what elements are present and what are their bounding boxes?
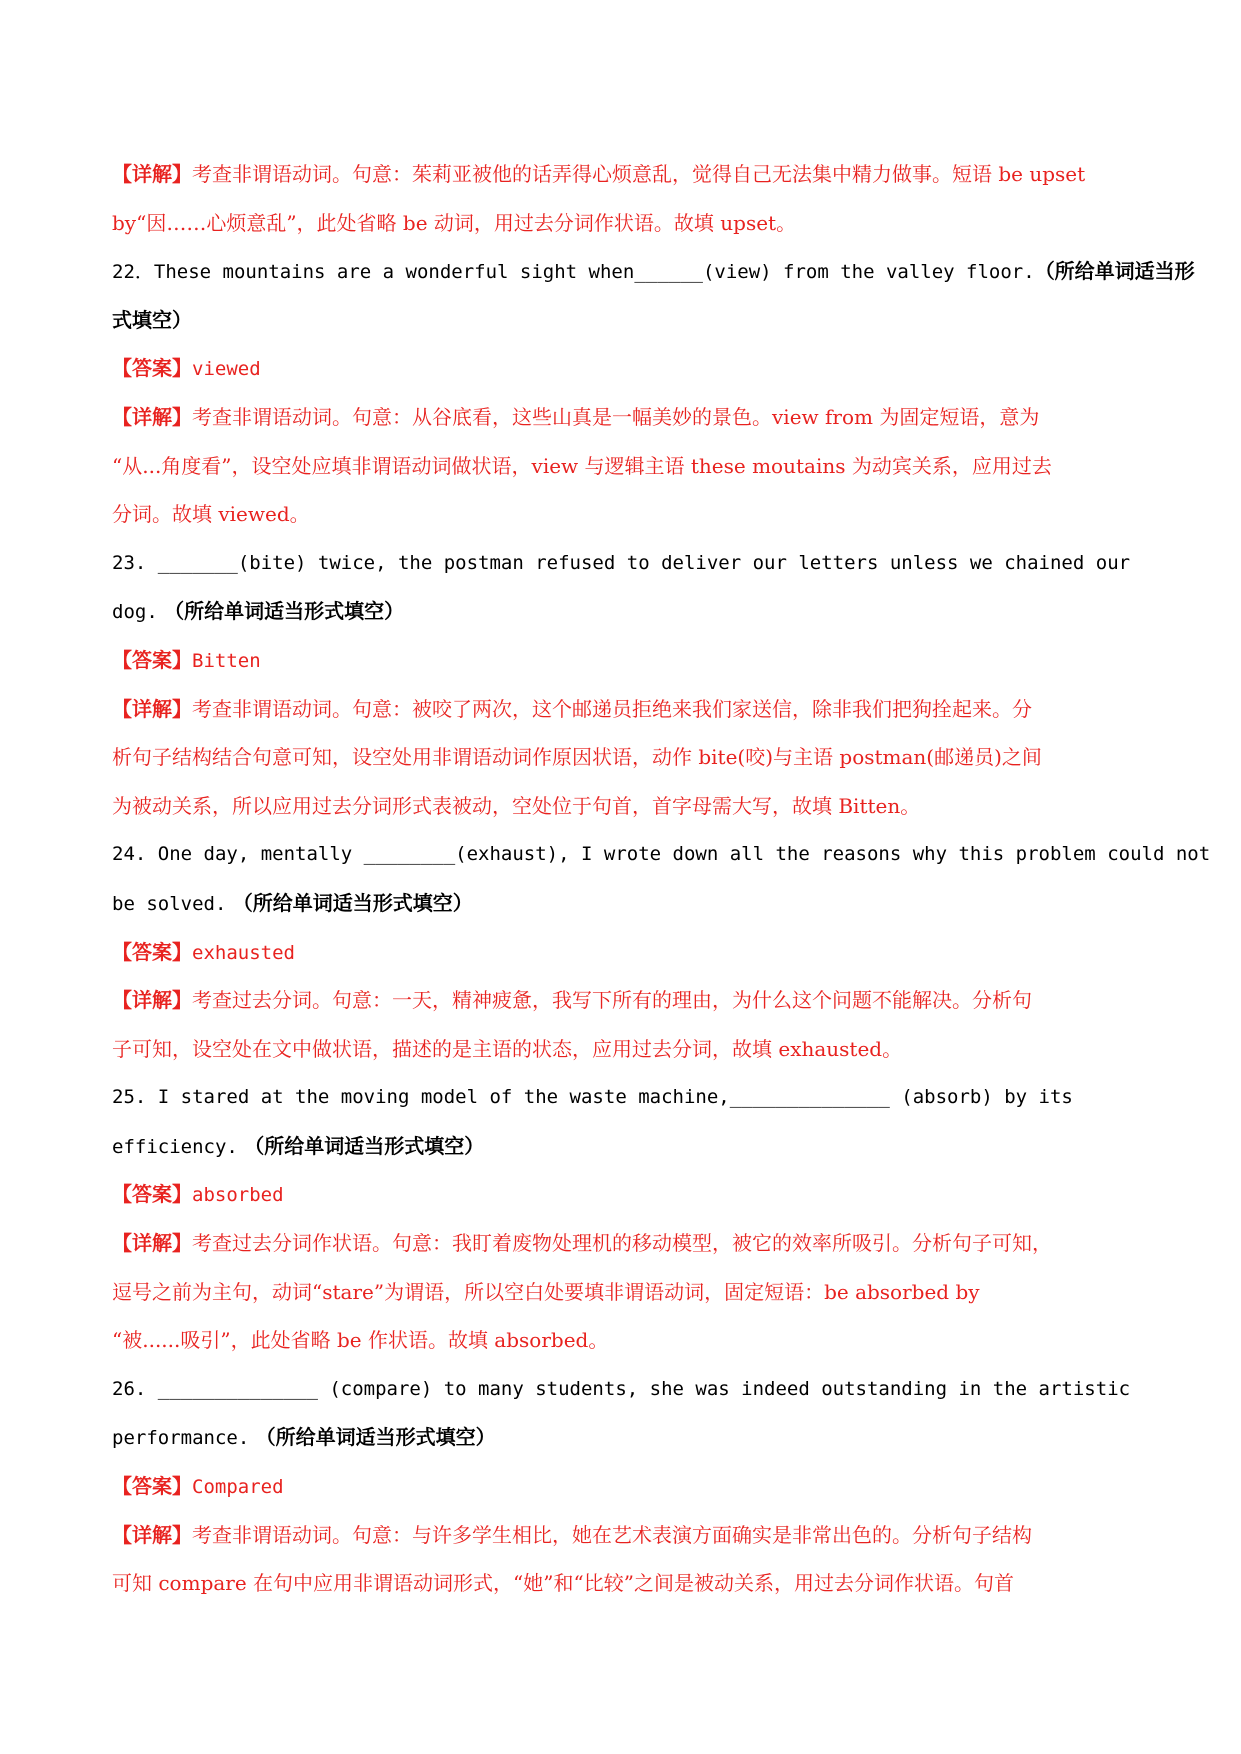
q25-detail-line-2: 逗号之前为主句，动词“stare”为谓语，所以空白处要填非谓语动词，固定短语：be absorbed by: [112, 1279, 980, 1304]
answer-label: 【答案】: [112, 647, 192, 672]
q21-detail-line-1: 【详解】考查非谓语动词。句意：茱莉亚被他的话弄得心烦意乱，觉得自己无法集中精力做事。短语 be upset: [112, 162, 1086, 186]
q24-question-line-1: 24. One day, mentally ________(exhaust), I wrote down all the reasons why this problem could not: [112, 843, 1211, 866]
q23-question-line-1: 23. _______(bite) twice, the postman refused to deliver our letters unless we chained our: [112, 551, 1131, 574]
q24-detail-line-2: 子可知，设空处在文中做状语，描述的是主语的状态，应用过去分词，故填 exhausted。: [112, 1036, 903, 1061]
q22-detail-line-2: “从...角度看”，设空处应填非谓语动词做状语，view 与逻辑主语 these moutains 为动宾关系，应用过去: [112, 453, 1052, 478]
q24-answer: [112, 928, 1172, 977]
q22-answer: [112, 344, 1172, 393]
detail-label: 【详解】: [112, 1231, 192, 1256]
detail-label: 【详解】: [112, 696, 192, 721]
detail-label: 【详解】: [112, 404, 192, 429]
detail-label: 【详解】: [112, 1522, 192, 1547]
q23-answer: [112, 636, 1172, 685]
document-content: [112, 150, 1211, 1608]
q23-detail-line-2: 析句子结构结合句意可知，设空处用非谓语动词作原因状语，动作 bite(咬)与主语 postman(邮递员)之间: [112, 745, 1042, 770]
q25-question-line-1: 25. I stared at the moving model of the waste machine,______________ (absorb) by its: [112, 1086, 1073, 1109]
q25-question-line-2: efficiency. （所给单词适当形式填空）: [112, 1133, 485, 1158]
answer-label: 【答案】: [112, 939, 192, 964]
q26-detail-line-1: 【详解】考查非谓语动词。句意：与许多学生相比，她在艺术表演方面确实是非常出色的。分析句子结构: [112, 1522, 1032, 1547]
detail-label: 【详解】: [112, 162, 192, 186]
q24-detail-line-1: 【详解】考查过去分词。句意：一天，精神疲惫，我写下所有的理由，为什么这个问题不能解决。分析句: [112, 988, 1032, 1013]
q26-question-line-1: 26. ______________ (compare) to many students, she was indeed outstanding in the artistic: [112, 1377, 1131, 1400]
answer-label: 【答案】: [112, 1182, 192, 1207]
detail-label: 【详解】: [112, 988, 192, 1013]
q23-question-line-2: dog. （所给单词适当形式填空）: [112, 599, 405, 624]
q25-answer: [112, 1170, 1172, 1219]
q26-answer: [112, 1462, 1172, 1511]
q22-detail-line-1: 【详解】考查非谓语动词。句意：从谷底看，这些山真是一幅美妙的景色。view from 为固定短语，意为: [112, 404, 1040, 429]
q25-detail-line-3: “被......吸引”，此处省略 be 作状语。故填 absorbed。: [112, 1328, 609, 1353]
q26-question-line-2: performance. （所给单词适当形式填空）: [112, 1425, 496, 1450]
answer-label: 【答案】: [112, 356, 192, 381]
q22-question-line-2: 式填空）: [112, 307, 192, 332]
q22-question-line-1: 22．These mountains are a wonderful sight when______(view) from the valley floor.（所给单词适当形: [112, 259, 1195, 284]
q22-detail-line-3: 分词。故填 viewed。: [112, 502, 310, 527]
q23-answer-value: Bitten: [192, 649, 261, 672]
q26-detail-line-2: 可知 compare 在句中应用非谓语动词形式，“她”和“比较”之间是被动关系，用过去分词作状语。句首: [112, 1571, 1014, 1596]
q24-question-line-2: be solved. （所给单词适当形式填空）: [112, 890, 473, 915]
q25-answer-value: absorbed: [192, 1184, 284, 1207]
q24-answer-value: exhausted: [192, 941, 295, 964]
q21-detail-line-2: by“因……心烦意乱”，此处省略 be 动词，用过去分词作状语。故填 upset。: [112, 210, 797, 235]
q26-answer-value: Compared: [192, 1476, 284, 1499]
q25-detail-line-1: 【详解】考查过去分词作状语。句意：我盯着废物处理机的移动模型，被它的效率所吸引。分析句子可知，: [112, 1231, 1052, 1256]
q23-detail-line-1: 【详解】考查非谓语动词。句意：被咬了两次，这个邮递员拒绝来我们家送信，除非我们把狗拴起来。分: [112, 696, 1032, 721]
q22-answer-value: viewed: [192, 358, 261, 381]
q23-detail-line-3: 为被动关系，所以应用过去分词形式表被动，空处位于句首，首字母需大写，故填 Bitten。: [112, 793, 921, 818]
answer-label: 【答案】: [112, 1474, 192, 1499]
